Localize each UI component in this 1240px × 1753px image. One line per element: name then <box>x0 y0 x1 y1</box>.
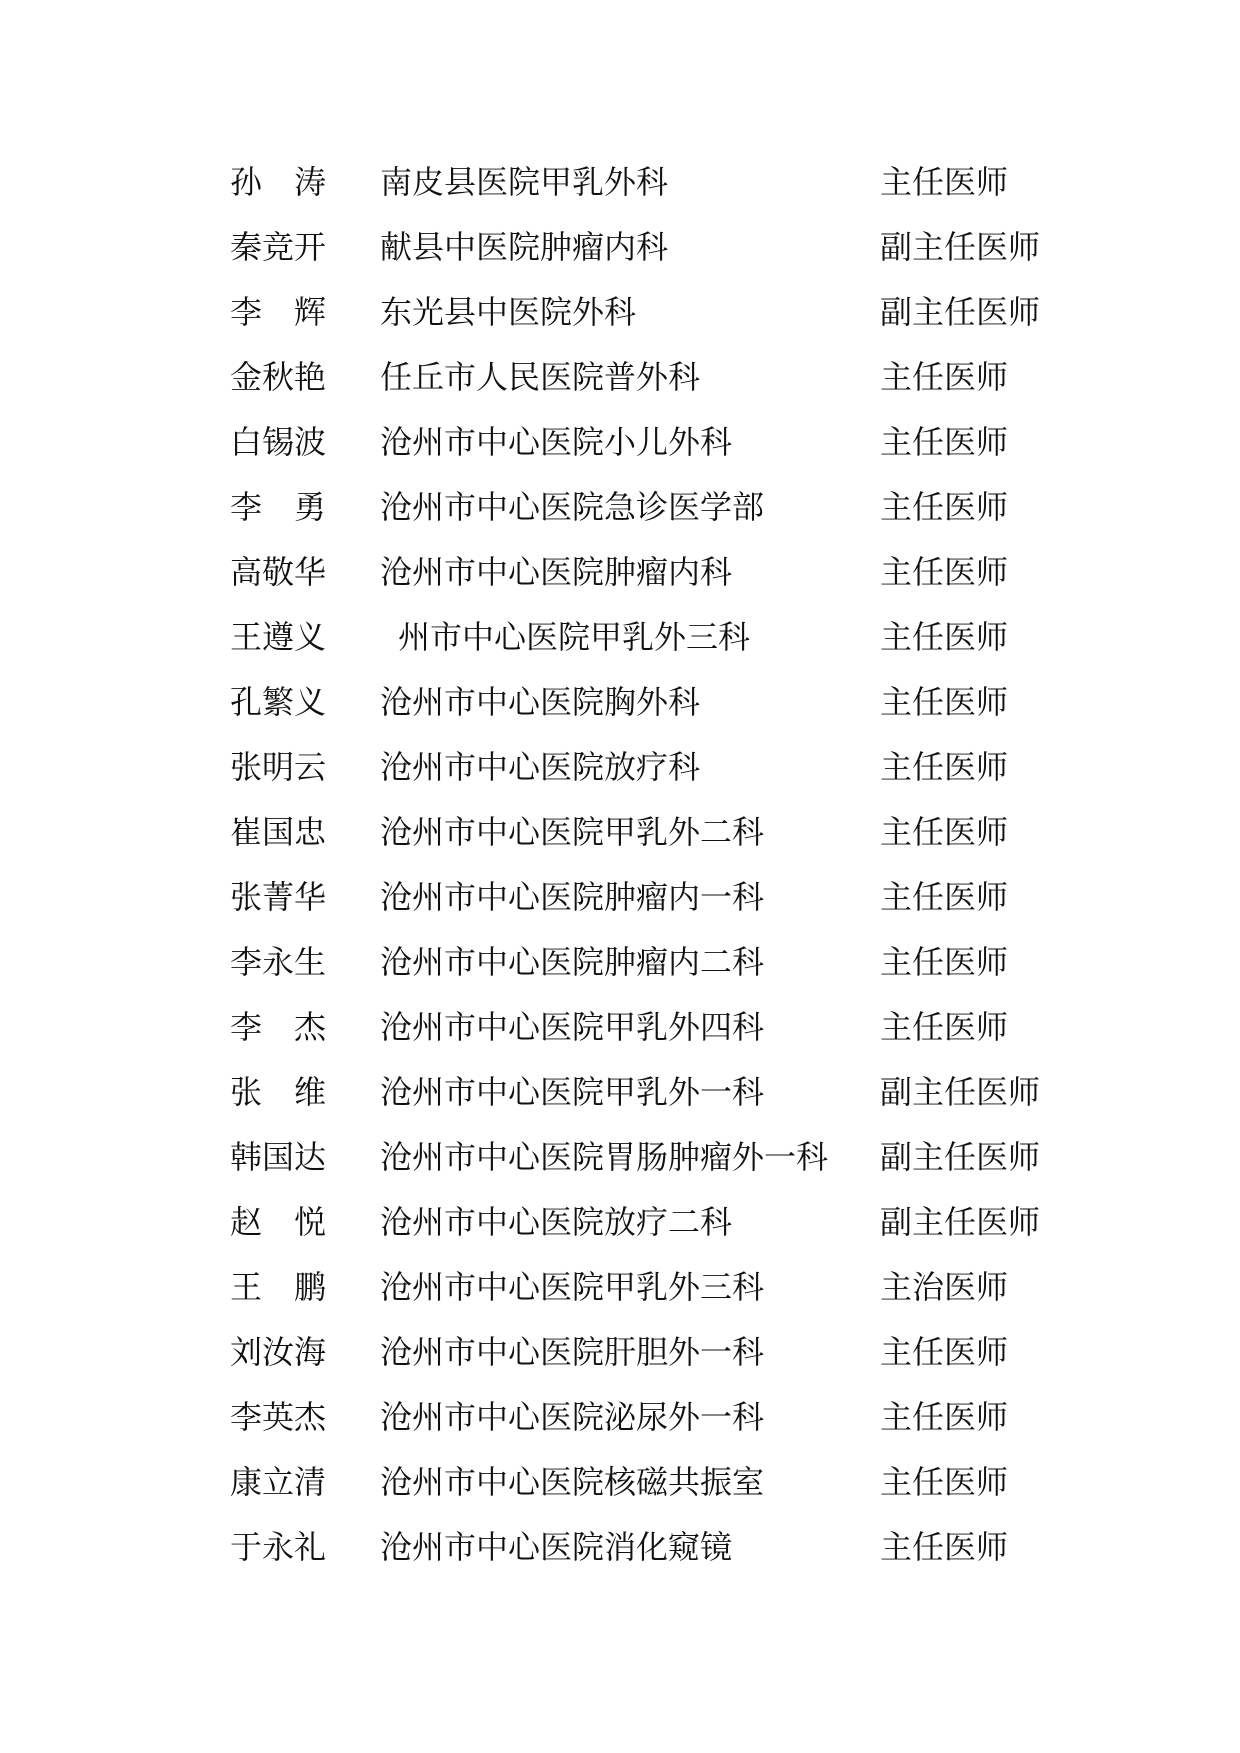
department: 沧州市中心医院肿瘤内二科 <box>380 943 765 981</box>
roster-row <box>230 1255 1130 1320</box>
department: 任丘市人民医院普外科 <box>380 358 701 396</box>
physician-name: 李 勇 <box>230 488 327 526</box>
physician-name: 李永生 <box>230 943 327 981</box>
physician-name: 金秋艳 <box>230 358 327 396</box>
physician-name: 崔国忠 <box>230 813 327 851</box>
department: 沧州市中心医院甲乳外三科 <box>380 1268 765 1306</box>
department: 沧州市中心医院甲乳外四科 <box>380 1008 765 1046</box>
physician-name: 张 维 <box>230 1073 327 1111</box>
department: 沧州市中心医院肝胆外一科 <box>380 1333 765 1371</box>
roster-row <box>230 800 1130 865</box>
department: 沧州市中心医院泌尿外一科 <box>380 1398 765 1436</box>
physician-name: 李 辉 <box>230 293 327 331</box>
roster-row <box>230 930 1130 995</box>
roster-row <box>230 1515 1130 1580</box>
job-title: 主任医师 <box>880 943 1009 981</box>
job-title: 主任医师 <box>880 618 1009 656</box>
roster-row <box>230 605 1130 670</box>
physician-name: 韩国达 <box>230 1138 327 1176</box>
roster-row <box>230 150 1130 215</box>
job-title: 主任医师 <box>880 748 1009 786</box>
job-title: 主任医师 <box>880 163 1009 201</box>
physician-name: 李英杰 <box>230 1398 327 1436</box>
physician-name: 赵 悦 <box>230 1203 327 1241</box>
job-title: 主任医师 <box>880 1398 1009 1436</box>
physician-name: 白锡波 <box>230 423 327 461</box>
department: 沧州市中心医院胃肠肿瘤外一科 <box>380 1138 829 1176</box>
physician-name: 高敬华 <box>230 553 327 591</box>
department: 沧州市中心医院放疗科 <box>380 748 701 786</box>
roster-row <box>230 735 1130 800</box>
department: 沧州市中心医院急诊医学部 <box>380 488 765 526</box>
job-title: 副主任医师 <box>880 228 1041 266</box>
department: 沧州市中心医院核磁共振室 <box>380 1463 765 1501</box>
roster-row <box>230 1385 1130 1450</box>
job-title: 主任医师 <box>880 1528 1009 1566</box>
roster-row <box>230 280 1130 345</box>
job-title: 主任医师 <box>880 813 1009 851</box>
physician-name: 张明云 <box>230 748 327 786</box>
roster-row <box>230 865 1130 930</box>
job-title: 主任医师 <box>880 1333 1009 1371</box>
physician-name: 张菁华 <box>230 878 327 916</box>
job-title: 副主任医师 <box>880 1138 1041 1176</box>
job-title: 主任医师 <box>880 1463 1009 1501</box>
physician-name: 于永礼 <box>230 1528 327 1566</box>
job-title: 副主任医师 <box>880 1073 1041 1111</box>
department: 献县中医院肿瘤内科 <box>380 228 669 266</box>
job-title: 主任医师 <box>880 358 1009 396</box>
job-title: 主任医师 <box>880 488 1009 526</box>
physician-name: 李 杰 <box>230 1008 327 1046</box>
roster-row <box>230 1060 1130 1125</box>
roster-row <box>230 995 1130 1060</box>
job-title: 副主任医师 <box>880 1203 1041 1241</box>
department: 沧州市中心医院肿瘤内一科 <box>380 878 765 916</box>
roster-row <box>230 1190 1130 1255</box>
department: 州市中心医院甲乳外三科 <box>398 618 751 656</box>
roster-row <box>230 1320 1130 1385</box>
roster-row <box>230 540 1130 605</box>
job-title: 主治医师 <box>880 1268 1009 1306</box>
department: 东光县中医院外科 <box>380 293 637 331</box>
job-title: 主任医师 <box>880 1008 1009 1046</box>
department: 沧州市中心医院肿瘤内科 <box>380 553 733 591</box>
roster-row <box>230 1450 1130 1515</box>
department: 沧州市中心医院消化窥镜 <box>380 1528 733 1566</box>
physician-name: 康立清 <box>230 1463 327 1501</box>
job-title: 主任医师 <box>880 553 1009 591</box>
job-title: 主任医师 <box>880 683 1009 721</box>
roster-row <box>230 475 1130 540</box>
department: 沧州市中心医院小儿外科 <box>380 423 733 461</box>
physician-name: 孙 涛 <box>230 163 327 201</box>
physician-name: 孔繁义 <box>230 683 327 721</box>
physician-name: 王遵义 <box>230 618 327 656</box>
physician-name: 王 鹏 <box>230 1268 327 1306</box>
department: 南皮县医院甲乳外科 <box>380 163 669 201</box>
department: 沧州市中心医院甲乳外二科 <box>380 813 765 851</box>
department: 沧州市中心医院放疗二科 <box>380 1203 733 1241</box>
job-title: 副主任医师 <box>880 293 1041 331</box>
job-title: 主任医师 <box>880 423 1009 461</box>
job-title: 主任医师 <box>880 878 1009 916</box>
department: 沧州市中心医院甲乳外一科 <box>380 1073 765 1111</box>
roster-row <box>230 215 1130 280</box>
physician-name: 秦竞开 <box>230 228 327 266</box>
roster-row <box>230 410 1130 475</box>
roster-row <box>230 1125 1130 1190</box>
roster-row <box>230 670 1130 735</box>
department: 沧州市中心医院胸外科 <box>380 683 701 721</box>
physician-roster <box>230 150 1130 1580</box>
roster-row <box>230 345 1130 410</box>
physician-name: 刘汝海 <box>230 1333 327 1371</box>
